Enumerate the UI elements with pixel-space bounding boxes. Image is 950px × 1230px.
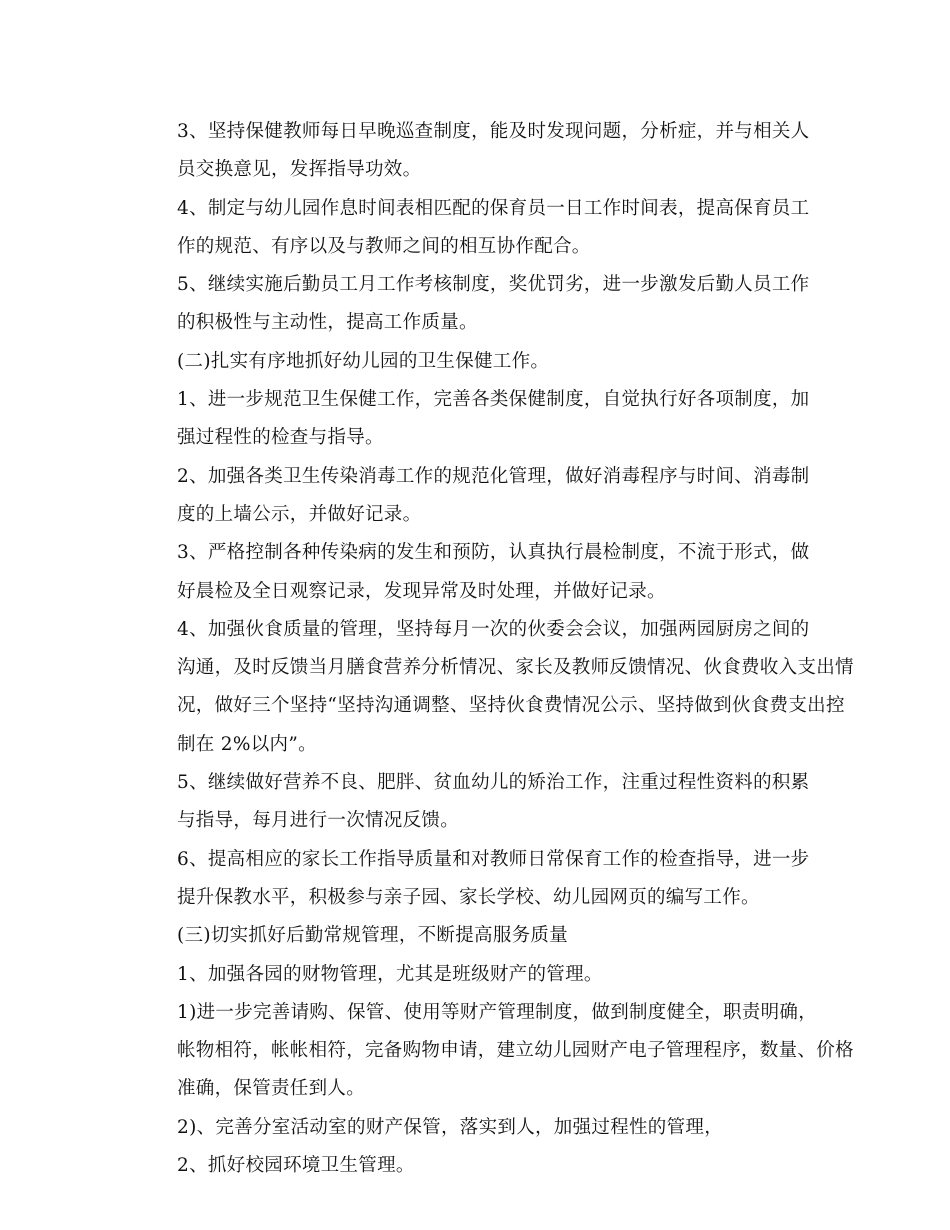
text-line: 度的上墙公示，并做好记录。 (177, 503, 422, 525)
text-line: 2)、完善分室活动室的财产保管，落实到人，加强过程性的管理， (177, 1116, 723, 1138)
section-heading-health-care (140, 343, 816, 381)
paragraph-property-system (140, 994, 854, 1109)
paragraph-health-teacher-inspection (140, 113, 816, 190)
text-line: 强过程性的检查与指导。 (177, 427, 384, 449)
paragraph-staff-assessment (140, 266, 816, 343)
text-line: 1、加强各园的财物管理，尤其是班级财产的管理。 (177, 963, 603, 985)
text-line: 帐物相符，帐帐相符，完备购物申请，建立幼儿园财产电子管理程序，数量、价格 (177, 1040, 854, 1062)
text-line: 2、加强各类卫生传染消毒工作的规范化管理，做好消毒程序与时间、消毒制 (177, 465, 810, 487)
text-line: 1)进一步完善请购、保管、使用等财产管理制度，做到制度健全，职责明确， (177, 1001, 817, 1023)
text-line: 沟通，及时反馈当月膳食营养分析情况、家长及教师反馈情况、伙食费收入支出情 (177, 657, 854, 679)
document-body (140, 113, 854, 1185)
text-line: 好晨检及全日观察记录，发现异常及时处理，并做好记录。 (177, 580, 666, 602)
paragraph-disinfection-management (140, 458, 816, 535)
text-line: (三)切实抓好后勤常规管理，不断提高服务质量 (177, 925, 569, 947)
text-line: 3、严格控制各种传染病的发生和预防，认真执行晨检制度，不流于形式，做 (177, 542, 810, 564)
text-line: 6、提高相应的家长工作指导质量和对教师日常保育工作的检查指导，进一步 (177, 848, 810, 870)
text-line: 的积极性与主动性，提高工作质量。 (177, 312, 478, 334)
text-line: 2、抓好校园环境卫生管理。 (177, 1155, 415, 1177)
text-line: 4、加强伙食质量的管理，坚持每月一次的伙委会会议，加强两园厨房之间的 (177, 618, 810, 640)
text-line: 作的规范、有序以及与教师之间的相互协作配合。 (177, 235, 591, 257)
text-line: 1、进一步规范卫生保健工作，完善各类保健制度，自觉执行好各项制度，加 (177, 389, 810, 411)
text-line: 制在 2%以内”。 (177, 733, 317, 755)
text-line: 与指导，每月进行一次情况反馈。 (177, 810, 460, 832)
section-heading-logistics (140, 917, 816, 955)
paragraph-activity-room-property (140, 1109, 816, 1147)
text-line: (二)扎实有序地抓好幼儿园的卫生保健工作。 (177, 350, 550, 372)
paragraph-standardize-health-care (140, 381, 816, 458)
text-line: 准确，保管责任到人。 (177, 1078, 366, 1100)
paragraph-property-management (140, 956, 816, 994)
text-line: 提升保教水平，积极参与亲子园、家长学校、幼儿园网页的编写工作。 (177, 886, 760, 908)
text-line: 5、继续做好营养不良、肥胖、贫血幼儿的矫治工作，注重过程性资料的积累 (177, 772, 810, 794)
text-line: 4、制定与幼儿园作息时间表相匹配的保育员一日工作时间表，提高保育员工 (177, 197, 810, 219)
paragraph-food-quality (140, 611, 854, 764)
text-line: 3、坚持保健教师每日早晚巡查制度，能及时发现问题，分析症，并与相关人 (177, 121, 810, 142)
paragraph-caregiver-schedule (140, 190, 816, 267)
text-line: 况，做好三个坚持“坚持沟通调整、坚持伙食费情况公示、坚持做到伙食费支出控 (177, 695, 845, 717)
paragraph-disease-prevention (140, 534, 816, 611)
paragraph-nutrition-correction (140, 764, 816, 841)
paragraph-campus-hygiene (140, 1147, 816, 1185)
text-line: 员交换意见，发挥指导功效。 (177, 159, 422, 181)
paragraph-parent-guidance (140, 841, 816, 918)
text-line: 5、继续实施后勤员工月工作考核制度，奖优罚劣，进一步激发后勤人员工作 (177, 274, 810, 296)
